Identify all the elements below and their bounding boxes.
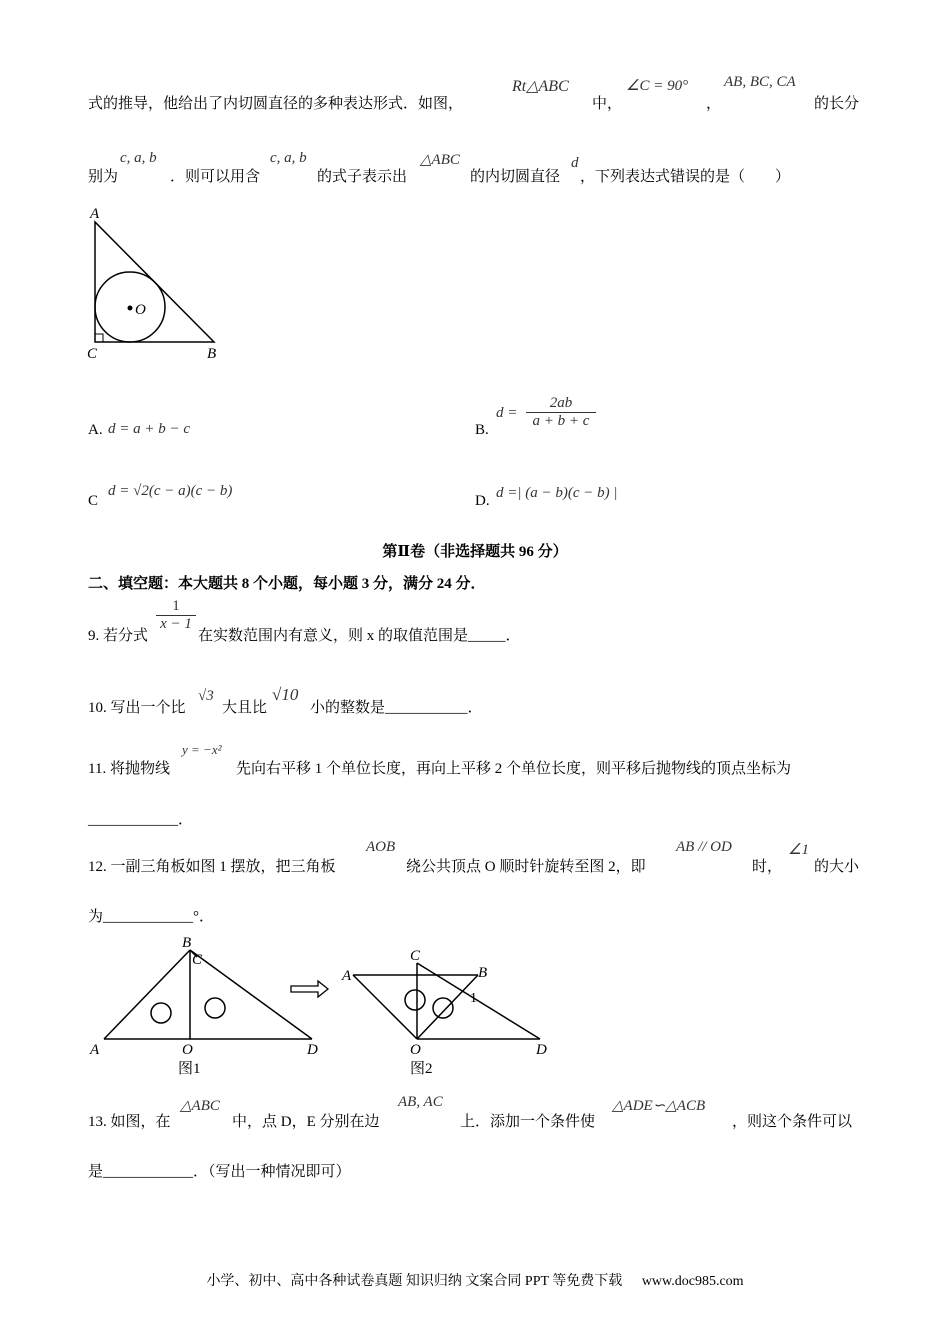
- option-a: d = a + b − c: [108, 421, 191, 437]
- q8-line2-d: 的内切圆直径: [470, 169, 561, 185]
- q11-blank: ____________．: [88, 812, 194, 828]
- q9-denominator: x − 1: [160, 616, 192, 632]
- q8-angle: ∠C = 90°: [626, 78, 689, 94]
- q11-prefix: 11. 将抛物线: [88, 761, 170, 777]
- section-title: 第Ⅱ卷（非选择题共 96 分）: [382, 544, 568, 560]
- q8-cab1: c, a, b: [120, 150, 157, 166]
- q13-mid2: 上．添加一个条件使: [460, 1114, 596, 1130]
- fig1-label-a: A: [90, 1042, 100, 1058]
- q11-suffix: 先向右平移 1 个单位长度，再向上平移 2 个单位长度，则平移后抛物线的顶点坐标为: [236, 761, 792, 777]
- q8-line2-b: ．则可以用含: [170, 169, 261, 185]
- fig2-label-1: 1: [470, 991, 477, 1006]
- q13-mid: 中，点 D，E 分别在边: [232, 1114, 380, 1130]
- q13-suffix: ，则这个条件可以: [732, 1114, 853, 1130]
- option-a-label: A.: [88, 422, 103, 438]
- q8-zhong: 中，: [592, 96, 623, 112]
- q12-prefix: 12. 一副三角板如图 1 摆放，把三角板: [88, 859, 336, 875]
- option-d: d =| (a − b)(c − b) |: [496, 485, 618, 501]
- q8-cab2: c, a, b: [270, 150, 307, 166]
- q12-figures: [80, 930, 580, 1080]
- center-dot: [128, 306, 133, 311]
- fig2-label-o: O: [410, 1042, 421, 1058]
- q8-comma: ，: [706, 96, 722, 112]
- label-o: O: [135, 302, 146, 318]
- q11-equation: y = −x²: [182, 742, 222, 757]
- label-c: C: [87, 346, 98, 362]
- q12-angle1: ∠1: [788, 842, 809, 858]
- option-d-label: D.: [475, 493, 490, 509]
- option-b-lhs: d =: [496, 405, 518, 421]
- option-c-label: C: [88, 493, 99, 509]
- fig2-side-ob: [417, 975, 478, 1039]
- q10-sqrt3: √3: [198, 688, 214, 704]
- q13-prefix: 13. 如图，在: [88, 1114, 171, 1130]
- q8-line2-c: 的式子表示出: [317, 169, 408, 185]
- q13-line2: 是____________．（写出一种情况即可）: [88, 1164, 351, 1180]
- q12-mid: 绕公共顶点 O 顺时针旋转至图 2，即: [406, 859, 646, 875]
- fig1-label-b: B: [182, 935, 192, 951]
- q12-line2: 为____________°．: [88, 909, 214, 925]
- q8-rt-triangle: Rt△ABC: [512, 78, 569, 95]
- right-angle-mark: [95, 334, 103, 342]
- q13-similar: △ADE∽△ACB: [612, 1098, 706, 1114]
- q8-line1-text: 式的推导，他给出了内切圆直径的多种表达形式．如图，: [88, 96, 464, 112]
- q8-line2-a: 别为: [88, 169, 119, 185]
- fig2-label-d: D: [536, 1042, 547, 1058]
- option-c: d = √2(c − a)(c − b): [108, 483, 233, 499]
- fig2-label-a: A: [342, 968, 352, 984]
- q8-triangle: △ABC: [420, 152, 460, 168]
- q10-suffix: 小的整数是___________．: [310, 700, 483, 716]
- arrow-icon: [291, 981, 328, 997]
- fig2-hole-left: [405, 990, 425, 1010]
- fig1-hole-right: [205, 998, 225, 1018]
- fig2-label-b: B: [478, 965, 488, 981]
- q10-prefix: 10. 写出一个比: [88, 700, 186, 716]
- option-b-fraction: [526, 395, 596, 430]
- section-heading: 二、填空题：本大题共 8 个小题，每小题 3 分，满分 24 分．: [88, 576, 486, 592]
- q12-aob: AOB: [366, 839, 396, 855]
- q12-parallel: AB // OD: [676, 839, 732, 855]
- fig2-hole-right: [433, 998, 453, 1018]
- q8-line2-e: ，下列表达式错误的是（ ）: [580, 169, 791, 185]
- q8-d: d: [571, 155, 579, 171]
- q13-sides: AB, AC: [398, 1094, 443, 1110]
- option-b-numerator: 2ab: [526, 395, 596, 413]
- footer-text: 小学、初中、高中各种试卷真题 知识归纳 文案合同 PPT 等免费下载: [206, 1274, 623, 1289]
- q9-fraction: [156, 598, 196, 633]
- label-b: B: [207, 346, 217, 362]
- q8-changfen: 的长分: [814, 96, 860, 112]
- q10-sqrt10: √10: [272, 685, 299, 704]
- q9-prefix: 9. 若分式: [88, 628, 149, 644]
- fig1-side-bd: [190, 950, 312, 1039]
- fig1-caption: 图1: [178, 1061, 201, 1077]
- fig1-label-d: D: [307, 1042, 318, 1058]
- fig1-side-ab: [104, 950, 190, 1039]
- footer: [0, 1270, 950, 1290]
- fig1-label-c: C: [192, 952, 203, 968]
- q12-shi: 时，: [752, 859, 783, 875]
- fig2-label-c: C: [410, 948, 421, 964]
- option-b-denominator: a + b + c: [532, 413, 590, 429]
- q8-sides: AB, BC, CA: [724, 74, 796, 90]
- q9-numerator: 1: [156, 598, 196, 616]
- q12-suffix: 的大小: [814, 859, 860, 875]
- q13-triangle: △ABC: [180, 1098, 220, 1114]
- label-a: A: [90, 206, 100, 222]
- q10-mid: 大且比: [222, 700, 268, 716]
- fig2-caption: 图2: [410, 1061, 433, 1077]
- option-b-label: B.: [475, 422, 489, 438]
- fig1-hole-left: [151, 1003, 171, 1023]
- footer-url[interactable]: www.doc985.com: [641, 1274, 744, 1289]
- q9-suffix: 在实数范围内有意义，则 x 的取值范围是_____．: [198, 628, 521, 644]
- q8-figure: [80, 200, 240, 365]
- fig1-label-o: O: [182, 1042, 193, 1058]
